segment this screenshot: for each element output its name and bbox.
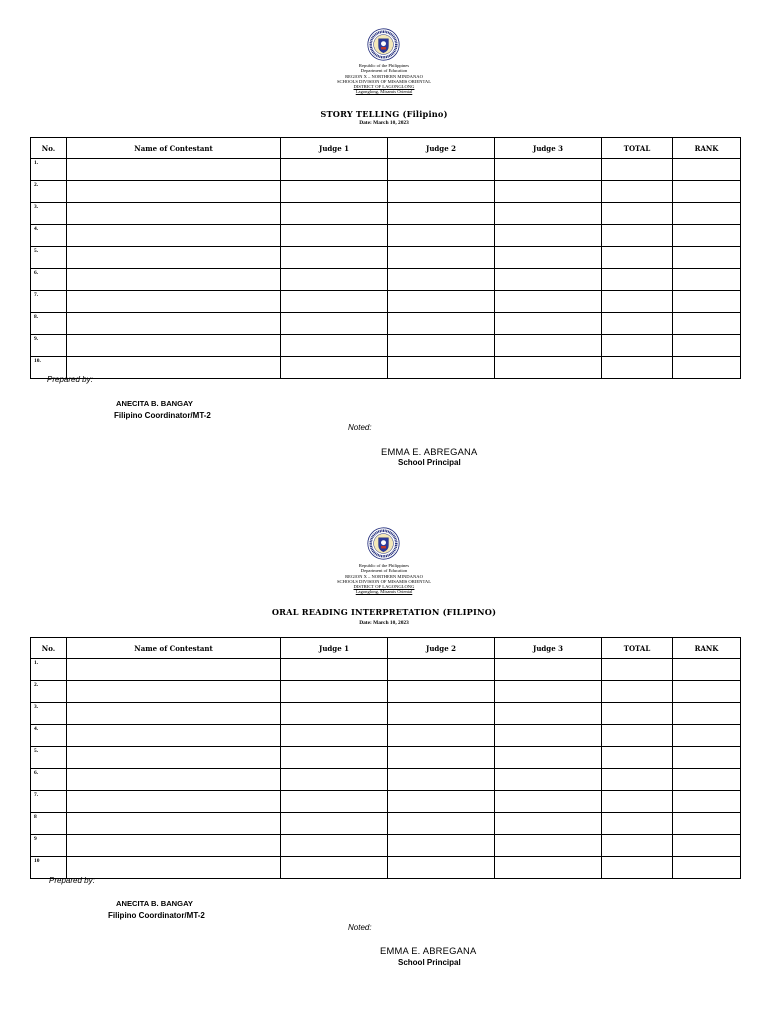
total-cell[interactable] [602, 769, 673, 791]
judge2-cell[interactable] [388, 703, 495, 725]
col-header-total: TOTAL [602, 638, 673, 659]
judge3-cell[interactable] [495, 703, 602, 725]
judge3-cell[interactable] [495, 791, 602, 813]
table-header-row [31, 638, 741, 659]
judge1-cell[interactable] [281, 791, 388, 813]
judge1-cell[interactable] [281, 335, 388, 357]
header-line: Republic of the Philippines [358, 63, 410, 68]
preparer-name: ANECITA B. BANGAY [116, 399, 193, 408]
row-number: 2. [31, 181, 67, 203]
col-header-rank: RANK [673, 638, 741, 659]
name-cell[interactable] [67, 725, 281, 747]
judge1-cell[interactable] [281, 225, 388, 247]
judge2-cell[interactable] [388, 357, 495, 379]
judge1-cell[interactable] [281, 269, 388, 291]
name-cell[interactable] [67, 791, 281, 813]
judge3-cell[interactable] [495, 291, 602, 313]
rank-cell[interactable] [673, 225, 741, 247]
principal-name: EMMA E. ABREGANA [381, 446, 478, 457]
rank-cell[interactable] [673, 181, 741, 203]
judge3-cell[interactable] [495, 269, 602, 291]
row-number: 6. [31, 269, 67, 291]
row-number: 1. [31, 159, 67, 181]
table-row [31, 747, 741, 769]
total-cell[interactable] [602, 725, 673, 747]
name-cell[interactable] [67, 703, 281, 725]
row-number: 10. [31, 357, 67, 379]
col-header-judge3: Judge 3 [495, 138, 602, 159]
total-cell[interactable] [602, 313, 673, 335]
table-row [31, 203, 741, 225]
judge1-cell[interactable] [281, 769, 388, 791]
name-cell[interactable] [67, 291, 281, 313]
row-number: 3. [31, 203, 67, 225]
judge2-cell[interactable] [388, 747, 495, 769]
total-cell[interactable] [602, 225, 673, 247]
rank-cell[interactable] [673, 269, 741, 291]
preparer-name: ANECITA B. BANGAY [116, 899, 193, 908]
table-row [31, 681, 741, 703]
header-line: Republic of the Philippines [358, 563, 410, 568]
judge3-cell[interactable] [495, 225, 602, 247]
prepared-by-label: Prepared by: [47, 375, 93, 384]
rank-cell[interactable] [673, 791, 741, 813]
header-line: DISTRICT OF LAGONGLONG [353, 584, 415, 590]
name-cell[interactable] [67, 269, 281, 291]
header-line: Lagonglong, Misamis Oriental [355, 589, 413, 595]
rank-cell[interactable] [673, 159, 741, 181]
judge3-cell[interactable] [495, 769, 602, 791]
header-line: Lagonglong, Misamis Oriental [355, 89, 413, 95]
total-cell[interactable] [602, 835, 673, 857]
judge3-cell[interactable] [495, 181, 602, 203]
col-header-judge1: Judge 1 [281, 638, 388, 659]
noted-label: Noted: [348, 423, 372, 432]
table-row [31, 659, 741, 681]
header-line: REGION X – NORTHERN MINDANAO [345, 73, 423, 79]
table-row [31, 791, 741, 813]
total-cell[interactable] [602, 159, 673, 181]
judge1-cell[interactable] [281, 747, 388, 769]
judge1-cell[interactable] [281, 291, 388, 313]
col-header-no: No. [31, 638, 67, 659]
score-table [30, 637, 741, 879]
preparer-role: Filipino Coordinator/MT-2 [114, 411, 211, 420]
judge3-cell[interactable] [495, 159, 602, 181]
name-cell[interactable] [67, 225, 281, 247]
rank-cell[interactable] [673, 291, 741, 313]
judge2-cell[interactable] [388, 791, 495, 813]
table-row [31, 269, 741, 291]
table-row [31, 357, 741, 379]
judge2-cell[interactable] [388, 159, 495, 181]
rank-cell[interactable] [673, 681, 741, 703]
name-cell[interactable] [67, 181, 281, 203]
name-cell[interactable] [67, 313, 281, 335]
name-cell[interactable] [67, 247, 281, 269]
rank-cell[interactable] [673, 357, 741, 379]
judge3-cell[interactable] [495, 835, 602, 857]
total-cell[interactable] [602, 291, 673, 313]
name-cell[interactable] [67, 659, 281, 681]
table-row [31, 225, 741, 247]
row-number: 3. [31, 703, 67, 725]
name-cell[interactable] [67, 203, 281, 225]
judge3-cell[interactable] [495, 857, 602, 879]
row-number: 8. [31, 313, 67, 335]
table-row [31, 335, 741, 357]
judge1-cell[interactable] [281, 247, 388, 269]
judge2-cell[interactable] [388, 313, 495, 335]
name-cell[interactable] [67, 335, 281, 357]
event-date: Date: March 10, 2023 [359, 620, 409, 626]
rank-cell[interactable] [673, 203, 741, 225]
row-number: 5. [31, 747, 67, 769]
rank-cell[interactable] [673, 313, 741, 335]
rank-cell[interactable] [673, 835, 741, 857]
judge2-cell[interactable] [388, 203, 495, 225]
name-cell[interactable] [67, 747, 281, 769]
judge1-cell[interactable] [281, 159, 388, 181]
table-row [31, 703, 741, 725]
row-number: 4. [31, 225, 67, 247]
judge3-cell[interactable] [495, 247, 602, 269]
judge1-cell[interactable] [281, 835, 388, 857]
rank-cell[interactable] [673, 857, 741, 879]
judge2-cell[interactable] [388, 247, 495, 269]
deped-seal-icon [367, 527, 400, 560]
header-line: SCHOOLS DIVISION OF MISAMIS ORIENTAL [336, 78, 432, 84]
col-header-rank: RANK [673, 138, 741, 159]
col-header-total: TOTAL [602, 138, 673, 159]
noted-label: Noted: [348, 923, 372, 932]
header-line: Department of Education [360, 568, 408, 574]
principal-name: EMMA E. ABREGANA [380, 945, 477, 956]
name-cell[interactable] [67, 681, 281, 703]
total-cell[interactable] [602, 357, 673, 379]
rank-cell[interactable] [673, 769, 741, 791]
table-row [31, 159, 741, 181]
score-table [30, 137, 741, 379]
name-cell[interactable] [67, 159, 281, 181]
total-cell[interactable] [602, 857, 673, 879]
judge3-cell[interactable] [495, 203, 602, 225]
judge2-cell[interactable] [388, 769, 495, 791]
prepared-by-label: Prepared by: [49, 876, 95, 885]
judge2-cell[interactable] [388, 725, 495, 747]
judge2-cell[interactable] [388, 659, 495, 681]
agency-header [250, 563, 518, 595]
judge2-cell[interactable] [388, 181, 495, 203]
total-cell[interactable] [602, 247, 673, 269]
rank-cell[interactable] [673, 747, 741, 769]
total-cell[interactable] [602, 269, 673, 291]
judge1-cell[interactable] [281, 703, 388, 725]
row-number: 8 [31, 813, 67, 835]
table-header-row [31, 138, 741, 159]
row-number: 9 [31, 835, 67, 857]
table-row [31, 857, 741, 879]
principal-role: School Principal [398, 458, 461, 467]
deped-seal-icon [367, 28, 400, 61]
judge1-cell[interactable] [281, 813, 388, 835]
table-row [31, 181, 741, 203]
judge3-cell[interactable] [495, 335, 602, 357]
name-cell[interactable] [67, 835, 281, 857]
event-title: ORAL READING INTERPRETATION (FILIPINO) [271, 607, 497, 617]
row-number: 7. [31, 291, 67, 313]
header-line: REGION X – NORTHERN MINDANAO [345, 573, 423, 579]
row-number: 10 [31, 857, 67, 879]
principal-role: School Principal [398, 958, 461, 967]
event-date: Date: March 10, 2023 [359, 120, 409, 126]
judge3-cell[interactable] [495, 725, 602, 747]
name-cell[interactable] [67, 357, 281, 379]
judge1-cell[interactable] [281, 725, 388, 747]
judge1-cell[interactable] [281, 681, 388, 703]
judge1-cell[interactable] [281, 313, 388, 335]
row-number: 2. [31, 681, 67, 703]
row-number: 1. [31, 659, 67, 681]
judge2-cell[interactable] [388, 225, 495, 247]
total-cell[interactable] [602, 659, 673, 681]
judge2-cell[interactable] [388, 291, 495, 313]
table-row [31, 291, 741, 313]
table-row [31, 813, 741, 835]
event-title: STORY TELLING (Filipino) [320, 109, 448, 119]
judge1-cell[interactable] [281, 181, 388, 203]
name-cell[interactable] [67, 813, 281, 835]
judge3-cell[interactable] [495, 747, 602, 769]
rank-cell[interactable] [673, 247, 741, 269]
header-line: SCHOOLS DIVISION OF MISAMIS ORIENTAL [336, 578, 432, 584]
col-header-name: Name of Contestant [67, 638, 281, 659]
table-row [31, 725, 741, 747]
col-header-judge1: Judge 1 [281, 138, 388, 159]
table-row [31, 835, 741, 857]
col-header-no: No. [31, 138, 67, 159]
col-header-name: Name of Contestant [67, 138, 281, 159]
judge2-cell[interactable] [388, 681, 495, 703]
total-cell[interactable] [602, 203, 673, 225]
rank-cell[interactable] [673, 813, 741, 835]
col-header-judge3: Judge 3 [495, 638, 602, 659]
row-number: 4. [31, 725, 67, 747]
total-cell[interactable] [602, 791, 673, 813]
rank-cell[interactable] [673, 703, 741, 725]
rank-cell[interactable] [673, 659, 741, 681]
name-cell[interactable] [67, 857, 281, 879]
row-number: 7. [31, 791, 67, 813]
header-line: Department of Education [360, 68, 408, 74]
preparer-role: Filipino Coordinator/MT-2 [108, 911, 205, 920]
name-cell[interactable] [67, 769, 281, 791]
agency-header [250, 63, 518, 95]
total-cell[interactable] [602, 335, 673, 357]
judge3-cell[interactable] [495, 813, 602, 835]
col-header-judge2: Judge 2 [388, 138, 495, 159]
table-row [31, 769, 741, 791]
judge2-cell[interactable] [388, 269, 495, 291]
judge3-cell[interactable] [495, 313, 602, 335]
total-cell[interactable] [602, 703, 673, 725]
judge1-cell[interactable] [281, 857, 388, 879]
total-cell[interactable] [602, 747, 673, 769]
judge2-cell[interactable] [388, 835, 495, 857]
total-cell[interactable] [602, 681, 673, 703]
row-number: 6. [31, 769, 67, 791]
judge3-cell[interactable] [495, 357, 602, 379]
table-row [31, 313, 741, 335]
judge1-cell[interactable] [281, 659, 388, 681]
table-row [31, 247, 741, 269]
total-cell[interactable] [602, 813, 673, 835]
judge1-cell[interactable] [281, 357, 388, 379]
col-header-judge2: Judge 2 [388, 638, 495, 659]
row-number: 9. [31, 335, 67, 357]
rank-cell[interactable] [673, 725, 741, 747]
judge1-cell[interactable] [281, 203, 388, 225]
rank-cell[interactable] [673, 335, 741, 357]
judge2-cell[interactable] [388, 335, 495, 357]
total-cell[interactable] [602, 181, 673, 203]
judge2-cell[interactable] [388, 857, 495, 879]
row-number: 5. [31, 247, 67, 269]
header-line: DISTRICT OF LAGONGLONG [353, 84, 415, 90]
judge2-cell[interactable] [388, 813, 495, 835]
judge3-cell[interactable] [495, 681, 602, 703]
judge3-cell[interactable] [495, 659, 602, 681]
